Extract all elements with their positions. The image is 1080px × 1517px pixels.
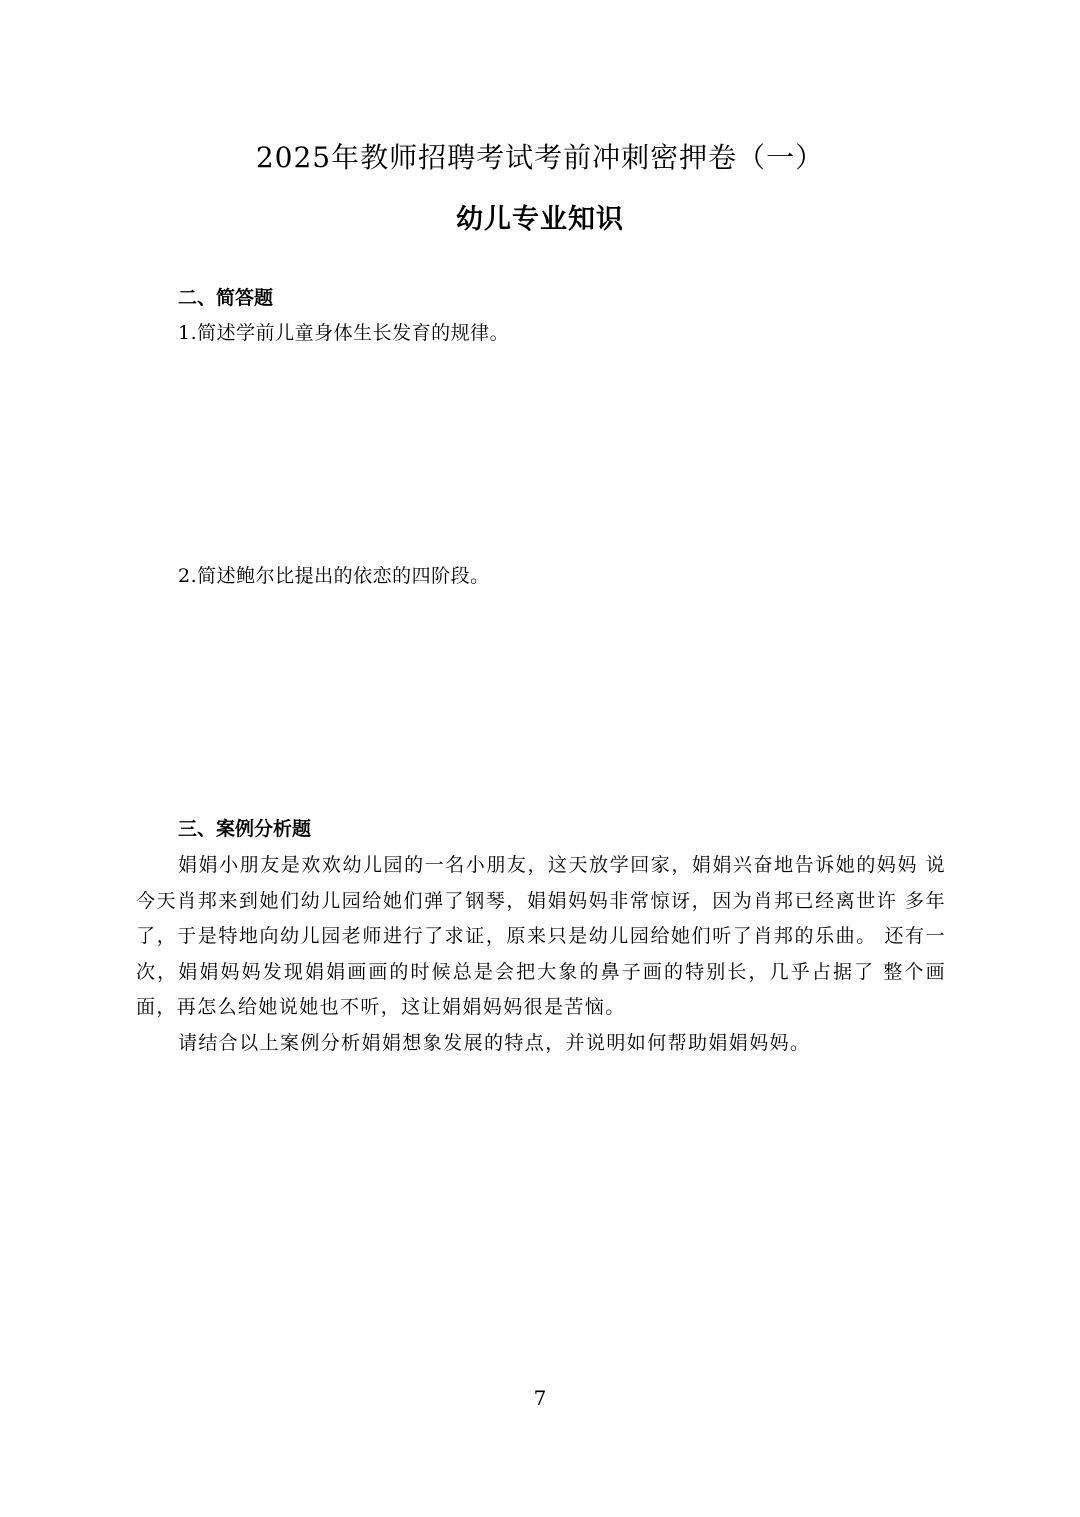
section-heading-case-analysis: 三、案例分析题 (178, 818, 312, 840)
case-paragraph: 娟娟小朋友是欢欢幼儿园的一名小朋友，这天放学回家，娟娟兴奋地告诉她的妈妈 说今天肖邦来到她们幼儿园给她们弹了钢琴，娟娟妈妈非常惊讶，因为肖邦已经离世许 多年了，于是特地向幼儿园老师进行了求证，原来只是幼儿园给她们听了肖邦的乐曲。 还有一次，娟娟妈妈发现娟娟画画的时候总是会把大象的鼻子画的特别长，几乎占据了 整个画面，再怎么给她说她也不听，这让娟娟妈妈很是苦恼。 (136, 854, 946, 1018)
case-analysis-body (136, 848, 946, 1061)
document-title: 2025年教师招聘考试考前冲刺密押卷（一） (255, 141, 825, 174)
document-subtitle: 幼儿专业知识 (456, 204, 624, 235)
question-1: 1.简述学前儿童身体生长发育的规律。 (178, 322, 510, 344)
section-heading-short-answer: 二、简答题 (178, 287, 274, 309)
page-number: 7 (533, 1386, 547, 1410)
case-question: 请结合以上案例分析娟娟想象发展的特点，并说明如何帮助娟娟妈妈。 (178, 1031, 811, 1054)
question-2: 2.简述鲍尔比提出的依恋的四阶段。 (178, 565, 490, 587)
